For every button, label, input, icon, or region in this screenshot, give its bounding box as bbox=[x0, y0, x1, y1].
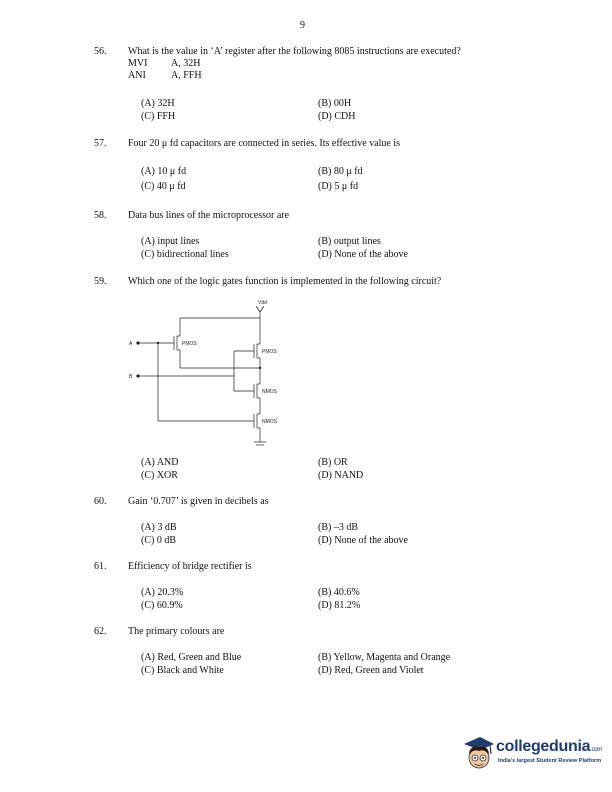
question-number: 57. bbox=[94, 138, 107, 149]
nmos-label: NMOS bbox=[262, 419, 277, 425]
option-c[interactable]: (C) FFH bbox=[141, 111, 176, 122]
option-a[interactable]: (A) AND bbox=[141, 457, 179, 468]
option-c[interactable]: (C) Black and White bbox=[141, 665, 224, 676]
option-c[interactable]: (C) 60.9% bbox=[141, 600, 183, 611]
vdd-label: Vdd bbox=[258, 300, 267, 306]
input-a-label: A bbox=[129, 341, 133, 347]
code-op: ANI bbox=[128, 70, 146, 81]
option-c[interactable]: (C) XOR bbox=[141, 470, 178, 481]
question-number: 61. bbox=[94, 561, 107, 572]
option-a[interactable]: (A) 3 dB bbox=[141, 522, 177, 533]
collegedunia-logo[interactable] bbox=[460, 732, 602, 782]
question-number: 60. bbox=[94, 496, 107, 507]
page-number: 9 bbox=[300, 20, 305, 31]
option-d[interactable]: (D) CDH bbox=[318, 111, 356, 122]
question-text: Gain ‘0.707’ is given in decibels as bbox=[128, 496, 269, 507]
code-op: MVI bbox=[128, 58, 148, 69]
option-b[interactable]: (B) 00H bbox=[318, 98, 352, 109]
option-d[interactable]: (D) None of the above bbox=[318, 535, 408, 546]
question-text: What is the value in ‘A’ register after the following 8085 instructions are executed? bbox=[128, 46, 461, 57]
option-a[interactable]: (A) 10 μ fd bbox=[141, 166, 187, 177]
student-mascot-icon bbox=[460, 732, 496, 776]
option-a[interactable]: (A) Red, Green and Blue bbox=[141, 652, 242, 663]
cmos-circuit-diagram bbox=[118, 296, 288, 456]
question-number: 56. bbox=[94, 46, 107, 57]
option-b[interactable]: (B) 40.6% bbox=[318, 587, 360, 598]
nmos-label: NMOS bbox=[262, 389, 277, 395]
pmos-label: PMOS bbox=[182, 341, 197, 347]
option-b[interactable]: (B) 80 μ fd bbox=[318, 166, 363, 177]
option-d[interactable]: (D) 5 μ fd bbox=[318, 181, 359, 192]
code-args: A, 32H bbox=[171, 58, 201, 69]
option-b[interactable]: (B) output lines bbox=[318, 236, 381, 247]
question-number: 59. bbox=[94, 276, 107, 287]
option-a[interactable]: (A) 20.3% bbox=[141, 587, 184, 598]
question-number: 58. bbox=[94, 210, 107, 221]
option-b[interactable]: (B) –3 dB bbox=[318, 522, 358, 533]
code-args: A, FFH bbox=[171, 70, 202, 81]
logo-tagline: India's largest Student Review Platform bbox=[498, 758, 602, 764]
option-c[interactable]: (C) 40 μ fd bbox=[141, 181, 186, 192]
question-text: Which one of the logic gates function is implemented in the following circuit? bbox=[128, 276, 442, 287]
option-b[interactable]: (B) Yellow, Magenta and Orange bbox=[318, 652, 451, 663]
question-text: Efficiency of bridge rectifier is bbox=[128, 561, 252, 572]
option-d[interactable]: (D) NAND bbox=[318, 470, 364, 481]
option-b[interactable]: (B) OR bbox=[318, 457, 348, 468]
option-c[interactable]: (C) bidirectional lines bbox=[141, 249, 229, 260]
question-text: Data bus lines of the microprocessor are bbox=[128, 210, 290, 221]
input-b-label: B bbox=[129, 374, 133, 380]
option-c[interactable]: (C) 0 dB bbox=[141, 535, 176, 546]
question-number: 62. bbox=[94, 626, 107, 637]
option-a[interactable]: (A) input lines bbox=[141, 236, 200, 247]
option-d[interactable]: (D) 81.2% bbox=[318, 600, 361, 611]
pmos-label: PMOS bbox=[262, 349, 277, 355]
question-text: The primary colours are bbox=[128, 626, 225, 637]
option-d[interactable]: (D) None of the above bbox=[318, 249, 408, 260]
logo-wordmark: collegedunia.com bbox=[496, 738, 603, 755]
option-a[interactable]: (A) 32H bbox=[141, 98, 175, 109]
question-text: Four 20 μ fd capacitors are connected in series. Its effective value is bbox=[128, 138, 401, 149]
option-d[interactable]: (D) Red, Green and Violet bbox=[318, 665, 424, 676]
